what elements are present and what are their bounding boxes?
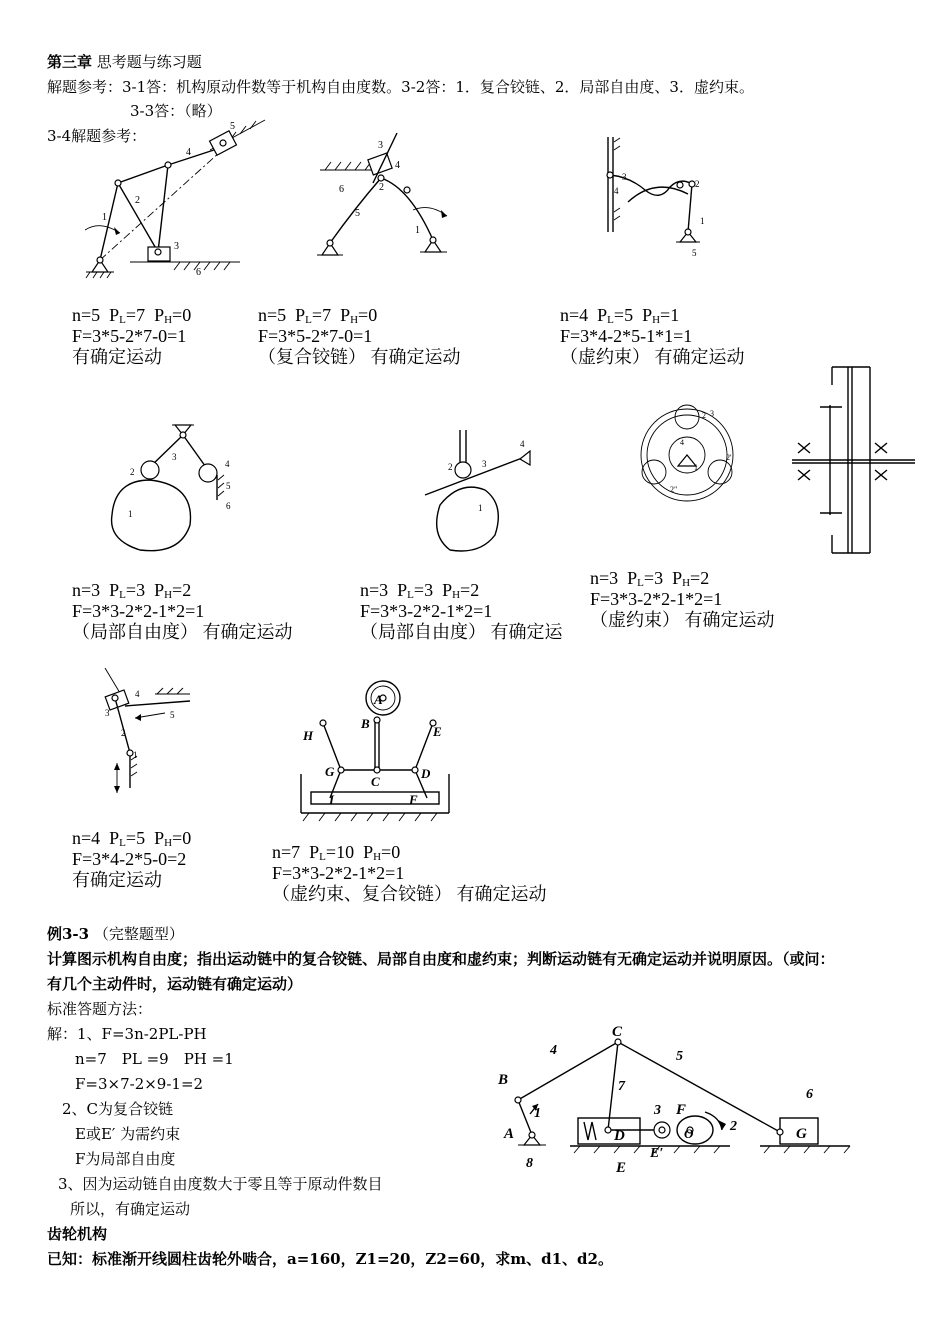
fig8-label-4: 4 (135, 689, 140, 699)
answer-redundant: E或E′ 为需约束 (75, 1125, 181, 1143)
fig10-label-O: O (684, 1126, 694, 1141)
formula-token: = (381, 842, 392, 862)
fig6-label-3: 3 (710, 409, 714, 418)
formula-token: H (452, 589, 461, 601)
fig1-label-6: 6 (196, 267, 201, 278)
fig10-label-1: 1 (534, 1106, 541, 1121)
formula-token: = (325, 842, 337, 862)
formula-token: P (672, 568, 683, 588)
formula-token: = (172, 580, 183, 600)
formula-token: n= (272, 842, 292, 862)
formula-token: 7 (291, 842, 301, 862)
example-heading (47, 925, 184, 943)
problem-5-note: （局部自由度） 有确定运 (360, 622, 563, 642)
fig6-label-2: 2 (702, 411, 706, 420)
formula-token: = (643, 568, 655, 588)
fig6-label-1: 1 (694, 463, 698, 472)
fig2-label-1: 1 (415, 225, 420, 236)
formula-token: 3 (379, 580, 389, 600)
formula-token: 5 (624, 305, 634, 325)
figure-1 (80, 115, 270, 280)
formula-token: 7 (136, 305, 146, 325)
formula-token: L (119, 314, 126, 326)
fig9-label-G: G (325, 764, 335, 779)
formula-token: = (125, 828, 137, 848)
formula-token: n= (72, 580, 92, 600)
fig1-label-2: 2 (135, 195, 140, 206)
problem-7-formula: F=3*4-2*5-0=2 (72, 849, 187, 869)
formula-token: 0 (368, 305, 378, 325)
fig10-label-7: 7 (618, 1079, 625, 1094)
formula-token: L (119, 589, 126, 601)
fig6-label-2pp: 2" (670, 485, 678, 494)
fig3-label-4: 4 (614, 186, 619, 196)
answer-3-4-label: 3-4解题参考： (47, 127, 147, 145)
formula-token: = (125, 580, 137, 600)
problem-3-formula: F=3*4-2*5-1*1=1 (560, 326, 693, 346)
formula-token: L (119, 837, 126, 849)
fig10-label-5: 5 (676, 1049, 683, 1064)
answer-formula: F=3×7-2×9-1=2 (75, 1075, 204, 1093)
fig6-label-2p: 2' (726, 453, 732, 462)
fig4-label-4: 4 (225, 459, 230, 469)
fig9-label-H: H (303, 728, 314, 743)
figure-5 (420, 425, 540, 560)
fig9-label-B: B (361, 716, 370, 731)
formula-token: L (407, 589, 414, 601)
problem-6-note: （虚约束） 有确定运动 (590, 610, 775, 630)
figure-10 (490, 1022, 870, 1177)
fig8-label-1: 1 (133, 750, 138, 760)
formula-token: n= (590, 568, 610, 588)
formula-token: = (460, 580, 471, 600)
example-question-line2: 有几个主动件时，运动链有确定运动） (47, 975, 303, 993)
fig8-label-2: 2 (121, 728, 126, 738)
formula-token: P (397, 580, 408, 600)
fig10-label-B: B (498, 1072, 509, 1088)
formula-token: P (109, 828, 120, 848)
chapter-number: 第三章 (47, 53, 93, 71)
formula-token: n= (258, 305, 278, 325)
formula-token: P (309, 842, 320, 862)
problem-2-note: （复合铰链） 有确定运动 (258, 347, 461, 367)
formula-token: = (358, 305, 369, 325)
figure-6 (640, 400, 740, 510)
fig3-label-5: 5 (692, 248, 697, 258)
formula-token: P (154, 305, 165, 325)
fig10-label-C: C (612, 1024, 623, 1040)
fig1-label-3: 3 (174, 241, 179, 252)
fig2-label-4: 4 (395, 160, 400, 171)
problem-7-note: 有确定运动 (72, 870, 162, 890)
answer-step2: 2、C为复合铰链 (62, 1100, 174, 1118)
fig10-label-F: F (676, 1102, 687, 1118)
figure-3 (600, 132, 720, 262)
formula-token: H (682, 577, 691, 589)
fig10-label-E-prime: E′ (650, 1146, 664, 1161)
fig2-label-6: 6 (339, 184, 344, 195)
formula-token: P (363, 842, 374, 862)
fig10-label-E: E (616, 1160, 627, 1176)
fig10-label-8: 8 (526, 1156, 533, 1171)
formula-token: H (652, 314, 661, 326)
answer-method: 标准答题方法： (47, 1000, 153, 1018)
figure-8 (95, 668, 205, 803)
fig10-label-A: A (504, 1126, 515, 1142)
fig9-label-F: F (409, 792, 418, 807)
formula-token: P (109, 580, 120, 600)
formula-token: H (164, 314, 173, 326)
formula-token: P (597, 305, 608, 325)
formula-token: 3 (91, 580, 101, 600)
fig3-label-3: 3 (622, 172, 627, 182)
figure-7 (790, 365, 920, 560)
fig5-label-4: 4 (520, 439, 525, 449)
formula-token: n= (360, 580, 380, 600)
fig8-label-5: 5 (170, 710, 175, 720)
formula-token: = (172, 828, 183, 848)
formula-token: 3 (609, 568, 619, 588)
example-question-line1: 计算图示机构自由度；指出运动链中的复合铰链、局部自由度和虚约束；判断运动链有无确定运动并说明原因。（或问： (47, 950, 835, 968)
formula-token: 5 (91, 305, 101, 325)
formula-token: 2 (700, 568, 710, 588)
fig8-label-3: 3 (105, 708, 110, 718)
formula-token: = (125, 305, 137, 325)
formula-token: 5 (136, 828, 146, 848)
formula-token: H (164, 589, 173, 601)
answer-3-3: 3-3答：（略） (130, 102, 222, 120)
example-number: 例3-3 (47, 925, 90, 943)
gear-section-title: 齿轮机构 (47, 1225, 108, 1243)
formula-token: 5 (277, 305, 287, 325)
problem-8-formula: F=3*3-2*2-1*2=1 (272, 863, 405, 883)
fig6-label-4: 4 (680, 438, 684, 447)
problem-3-note: （虚约束） 有确定运动 (560, 347, 745, 367)
fig9-label-A: A (374, 692, 383, 707)
fig5-label-2: 2 (448, 462, 453, 472)
answer-values: n=7 PL =9 PH =1 (75, 1050, 234, 1068)
fig1-label-1: 1 (102, 212, 107, 223)
problem-4-note: （局部自由度） 有确定运动 (72, 622, 293, 642)
fig1-label-4: 4 (186, 147, 191, 158)
answer-step1: 解：1、F=3n-2PL-PH (47, 1025, 207, 1043)
formula-token: 3 (136, 580, 146, 600)
answer-conclusion: 所以，有确定运动 (70, 1200, 191, 1218)
formula-token: P (109, 305, 120, 325)
figure-4 (100, 425, 250, 560)
fig9-label-E: E (433, 724, 442, 739)
fig10-label-D: D (614, 1128, 625, 1144)
fig4-label-5: 5 (226, 481, 231, 491)
formula-token: 1 (670, 305, 680, 325)
fig4-label-1: 1 (128, 509, 133, 519)
formula-token: L (637, 577, 644, 589)
formula-token: P (154, 828, 165, 848)
fig9-label-D: D (421, 766, 431, 781)
fig10-label-3: 3 (654, 1103, 661, 1118)
figure-2 (315, 128, 455, 263)
fig9-label-I: I (329, 792, 335, 807)
fig2-label-3: 3 (378, 140, 383, 151)
problem-1-note: 有确定运动 (72, 347, 162, 367)
formula-token: 2 (182, 580, 192, 600)
fig5-label-3: 3 (482, 459, 487, 469)
fig10-label-4: 4 (550, 1043, 557, 1058)
chapter-title: 思考题与练习题 (96, 53, 202, 71)
formula-token: P (154, 580, 165, 600)
formula-token: P (295, 305, 306, 325)
formula-token: 3 (424, 580, 434, 600)
formula-token: 10 (336, 842, 355, 862)
fig10-label-G: G (796, 1126, 807, 1142)
fig1-label-5: 5 (230, 121, 235, 132)
formula-token: L (305, 314, 312, 326)
example-type: （完整题型） (93, 925, 184, 943)
formula-token: 0 (391, 842, 401, 862)
figure-9 (295, 678, 455, 823)
formula-token: = (660, 305, 671, 325)
fig2-label-5: 5 (355, 208, 360, 219)
formula-token: 0 (182, 828, 192, 848)
formula-token: P (340, 305, 351, 325)
formula-token: H (164, 837, 173, 849)
formula-token: P (442, 580, 453, 600)
answer-step3: 3、因为运动链自由度数大于零且等于原动件数目 (58, 1175, 383, 1193)
formula-token: P (642, 305, 653, 325)
problem-5-formula: F=3*3-2*2-1*2=1 (360, 601, 493, 621)
formula-token: = (413, 580, 425, 600)
problem-1-formula: F=3*5-2*7-0=1 (72, 326, 187, 346)
fig3-label-2: 2 (695, 179, 700, 189)
chapter-heading (47, 53, 202, 71)
formula-token: 7 (322, 305, 332, 325)
fig3-label-1: 1 (700, 216, 705, 226)
problem-2-formula: F=3*5-2*7-0=1 (258, 326, 373, 346)
formula-token: P (627, 568, 638, 588)
answer-local-dof: F为局部自由度 (75, 1150, 176, 1168)
answer-ref-line: 解题参考：3-1答：机构原动件数等于机构自由度数。3-2答：1．复合铰链、2．局部自由度、3．虚约束。 (47, 78, 754, 96)
formula-token: H (373, 851, 382, 863)
gear-question: 已知：标准渐开线圆柱齿轮外啮合，a=160，Z1=20，Z2=60，求m、d1、d2。 (47, 1250, 613, 1268)
problem-4-formula: F=3*3-2*2-1*2=1 (72, 601, 205, 621)
formula-token: 4 (91, 828, 101, 848)
fig10-label-6: 6 (806, 1087, 813, 1102)
formula-token: n= (72, 828, 92, 848)
fig10-label-2: 2 (730, 1119, 737, 1134)
formula-token: 2 (470, 580, 480, 600)
formula-token: 4 (579, 305, 589, 325)
formula-token: n= (560, 305, 580, 325)
formula-token: H (350, 314, 359, 326)
formula-token: = (613, 305, 625, 325)
formula-token: = (311, 305, 323, 325)
problem-6-formula: F=3*3-2*2-1*2=1 (590, 589, 723, 609)
fig2-label-2: 2 (379, 182, 384, 193)
fig9-label-C: C (371, 774, 380, 789)
formula-token: = (172, 305, 183, 325)
problem-8-note: （虚约束、复合铰链） 有确定运动 (272, 884, 547, 904)
formula-token: L (607, 314, 614, 326)
fig4-label-3: 3 (172, 452, 177, 462)
fig4-label-2: 2 (130, 467, 135, 477)
formula-token: n= (72, 305, 92, 325)
fig5-label-1: 1 (478, 503, 483, 513)
formula-token: 0 (182, 305, 192, 325)
formula-token: 3 (654, 568, 664, 588)
formula-token: L (319, 851, 326, 863)
fig4-label-6: 6 (226, 501, 231, 511)
formula-token: = (690, 568, 701, 588)
